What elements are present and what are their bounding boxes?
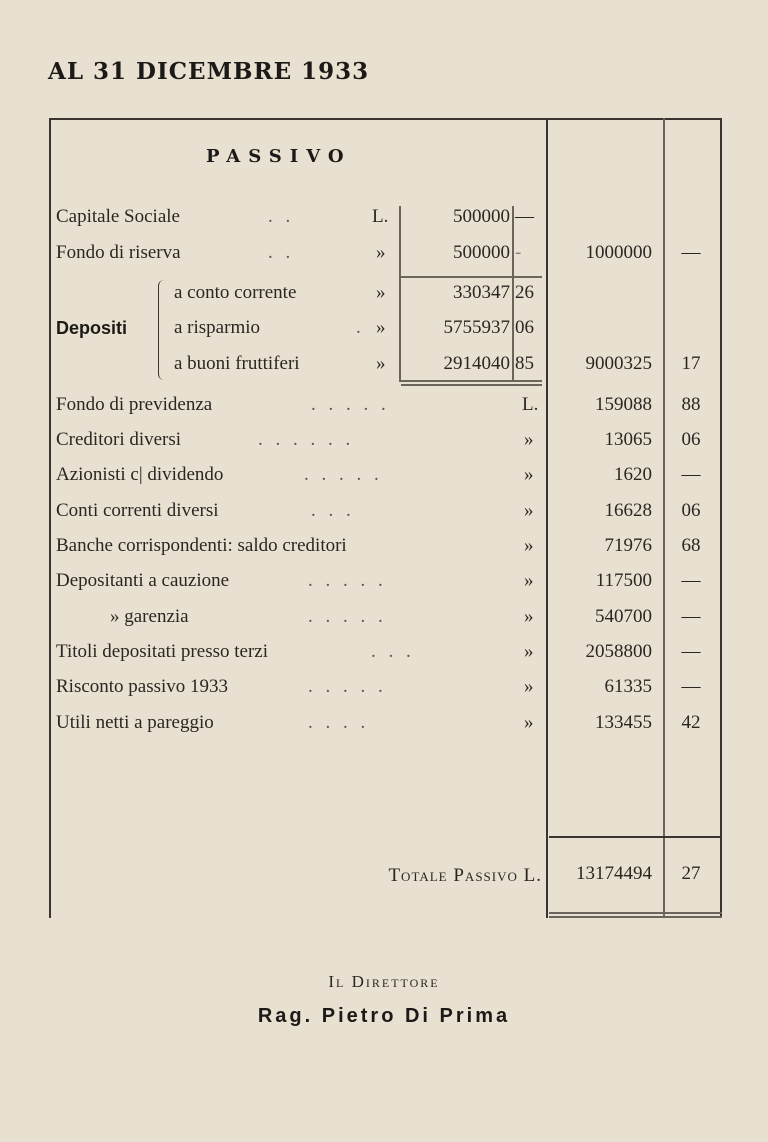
row-dots: . xyxy=(356,317,365,338)
signature-role: Il Direttore xyxy=(328,972,440,991)
row-label: Capitale Sociale xyxy=(56,206,180,227)
deposits-group-label: Depositi xyxy=(56,318,128,338)
table-row xyxy=(46,464,722,492)
row-amount: 117500 xyxy=(595,570,652,591)
row-unit: L. xyxy=(522,394,539,415)
row-unit: L. xyxy=(372,206,389,227)
row-label: Banche corrispondenti: saldo creditori xyxy=(56,535,347,556)
row-cents: 42 xyxy=(681,712,701,733)
sub-total-rule xyxy=(399,276,542,278)
table-row xyxy=(46,242,722,270)
table-row xyxy=(46,429,722,457)
row-amount: 540700 xyxy=(595,606,652,627)
row-cents: — xyxy=(681,676,701,697)
row-cents: - xyxy=(515,242,522,263)
sub-double-rule-2 xyxy=(401,384,542,386)
table-row xyxy=(46,570,722,598)
section-title: PASSIVO xyxy=(206,146,352,167)
row-amount: 5755937 xyxy=(443,317,510,338)
table-top-rule xyxy=(49,118,722,120)
row-label: Fondo di previdenza xyxy=(56,394,213,415)
row-total-cents: 17 xyxy=(681,353,701,374)
row-label: Titoli depositati presso terzi xyxy=(56,641,268,662)
row-unit: » xyxy=(376,282,386,303)
row-amount: 1620 xyxy=(614,464,652,485)
row-unit: » xyxy=(524,570,534,591)
row-cents: 06 xyxy=(515,317,534,338)
row-cents: — xyxy=(681,464,701,485)
row-dots: . . . . . xyxy=(308,676,387,697)
row-unit: » xyxy=(524,606,534,627)
total-double-rule-1 xyxy=(549,912,722,914)
row-amount: 16628 xyxy=(604,500,652,521)
row-cents: — xyxy=(681,570,701,591)
total-row xyxy=(46,863,722,891)
table-row xyxy=(46,353,722,381)
row-label: a buoni fruttiferi xyxy=(174,353,300,374)
total-amount: 13174494 xyxy=(576,863,652,884)
row-cents: 85 xyxy=(515,353,534,374)
balance-sheet-table xyxy=(46,118,722,918)
table-row xyxy=(46,206,722,234)
row-dots: . . . xyxy=(311,500,355,521)
row-cents: 68 xyxy=(681,535,701,556)
row-label: » garenzia xyxy=(110,606,189,627)
row-amount: 2914040 xyxy=(443,353,510,374)
row-label: a conto corrente xyxy=(174,282,297,303)
row-amount: 71976 xyxy=(604,535,652,556)
row-amount: 2058800 xyxy=(585,641,652,662)
row-cents: — xyxy=(515,206,534,227)
row-dots: . . . . . xyxy=(308,606,387,627)
row-label: Creditori diversi xyxy=(56,429,182,450)
row-amount: 500000 xyxy=(453,242,510,263)
row-unit: » xyxy=(376,353,386,374)
row-label: Fondo di riserva xyxy=(56,242,181,263)
row-dots: . . xyxy=(268,242,295,263)
table-row xyxy=(46,282,722,310)
row-cents: — xyxy=(681,606,701,627)
row-unit: » xyxy=(524,464,534,485)
row-label: Conti correnti diversi xyxy=(56,500,219,521)
row-dots: . . . xyxy=(371,641,415,662)
row-label: Risconto passivo 1933 xyxy=(56,676,229,697)
total-double-rule-2 xyxy=(549,916,722,918)
row-amount: 13065 xyxy=(604,429,652,450)
row-unit: » xyxy=(376,242,386,263)
table-row xyxy=(46,394,722,422)
row-dots: . . . . xyxy=(308,712,370,733)
row-unit: » xyxy=(524,535,534,556)
table-row xyxy=(46,535,722,563)
row-amount: 159088 xyxy=(595,394,652,415)
row-cents: 06 xyxy=(681,500,701,521)
row-unit: » xyxy=(524,429,534,450)
row-unit: » xyxy=(524,641,534,662)
row-amount: 133455 xyxy=(595,712,652,733)
row-amount: 500000 xyxy=(453,206,510,227)
row-dots: . . . . . xyxy=(304,464,383,485)
row-unit: » xyxy=(524,500,534,521)
row-dots: . . . . . xyxy=(308,570,387,591)
table-row xyxy=(46,641,722,669)
row-cents: — xyxy=(681,641,701,662)
row-dots: . . . . . xyxy=(311,394,390,415)
total-cents: 27 xyxy=(681,863,701,884)
row-amount: 330347 xyxy=(453,282,510,303)
table-row xyxy=(46,317,722,345)
total-top-rule xyxy=(549,836,722,838)
row-total: 1000000 xyxy=(585,242,652,263)
row-label: Azionisti c| dividendo xyxy=(56,464,224,485)
table-row xyxy=(46,676,722,704)
row-unit: » xyxy=(376,317,386,338)
row-unit: » xyxy=(524,676,534,697)
row-cents: 88 xyxy=(681,394,701,415)
row-label: a risparmio xyxy=(174,317,261,338)
row-dots: . . xyxy=(268,206,295,227)
row-label: Utili netti a pareggio xyxy=(56,712,214,733)
page-title: AL 31 DICEMBRE 1933 xyxy=(48,58,370,85)
signature-name: Rag. Pietro Di Prima xyxy=(257,1005,511,1027)
total-label: Totale Passivo L. xyxy=(388,865,542,886)
table-row xyxy=(46,500,722,528)
row-amount: 61335 xyxy=(604,676,652,697)
row-cents: 06 xyxy=(681,429,701,450)
table-row xyxy=(46,712,722,740)
row-total: 9000325 xyxy=(585,353,652,374)
row-unit: » xyxy=(524,712,534,733)
table-row xyxy=(46,606,722,634)
row-cents: 26 xyxy=(515,282,534,303)
row-total-cents: — xyxy=(681,242,701,263)
row-label: Depositanti a cauzione xyxy=(56,570,230,591)
row-dots: . . . . . . xyxy=(258,429,355,450)
